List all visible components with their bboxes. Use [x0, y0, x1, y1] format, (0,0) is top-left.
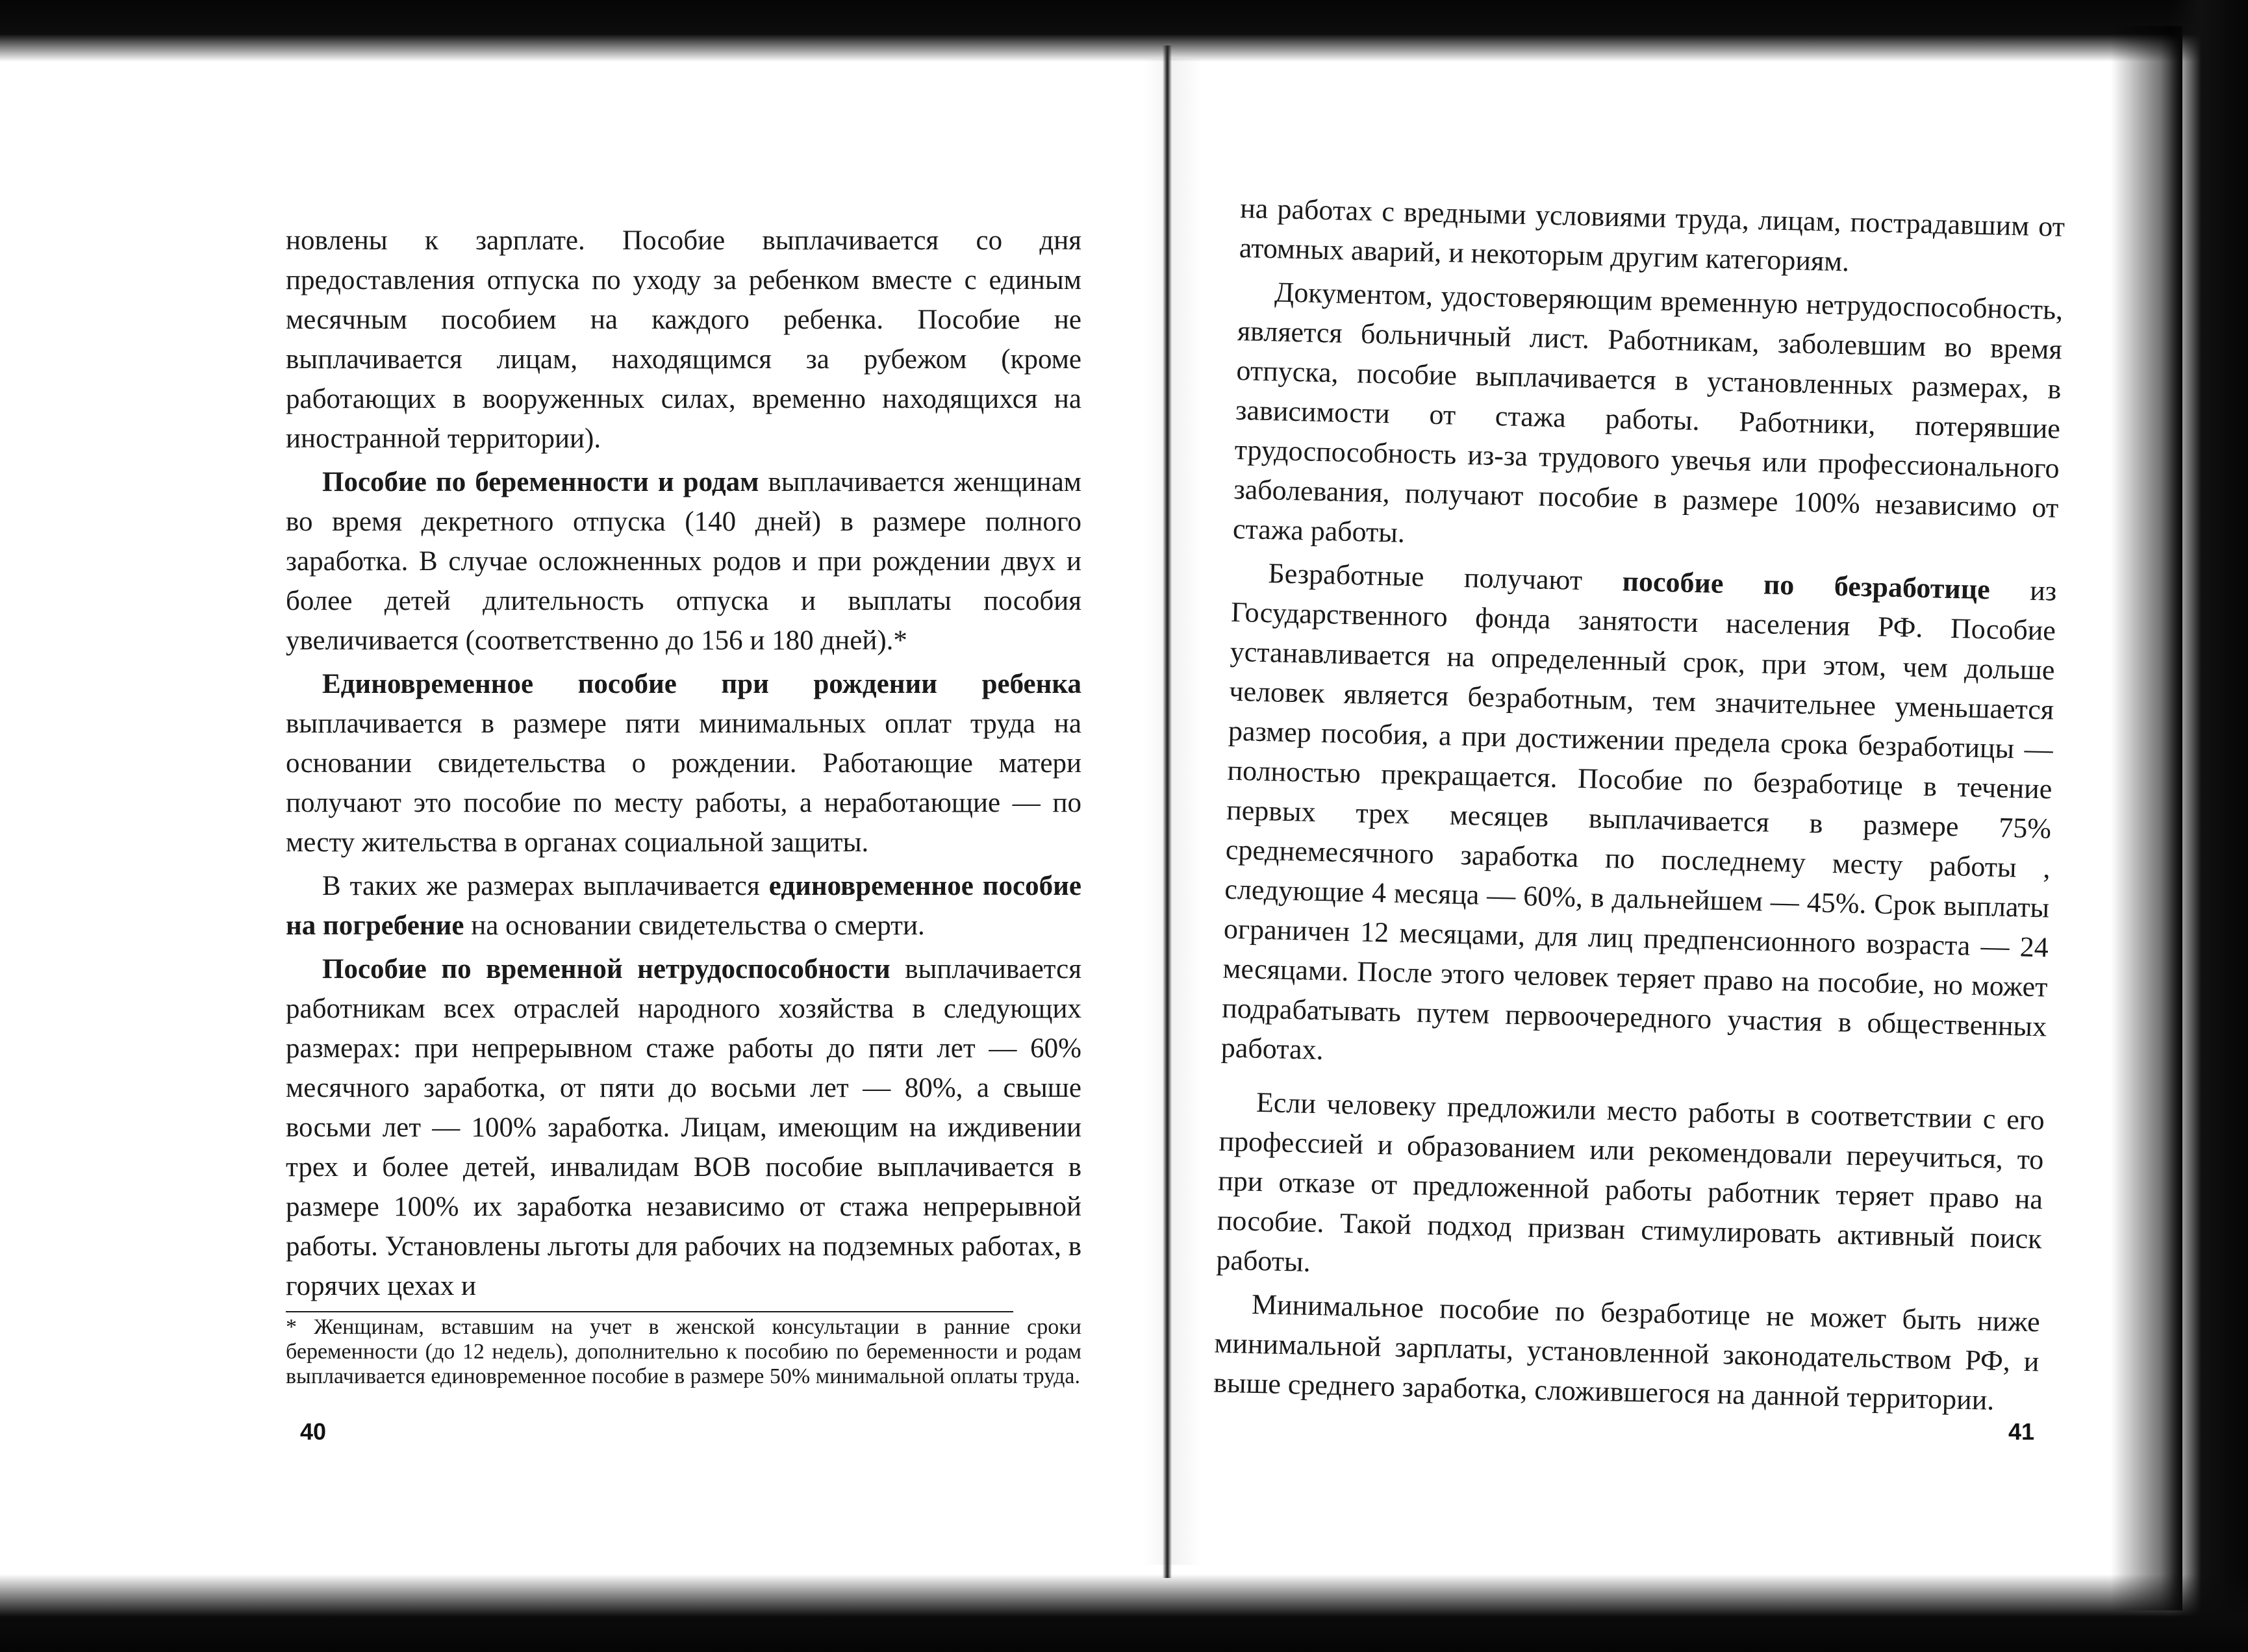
paragraph [1220, 553, 2057, 1086]
text-run: новлены к зарплате. Пособие выплачивается со дня предоставления отпуска по уходу за ребенком вместе с единым месячным пособием на каждого ребенка. Пособие не выплачивается лицам, находящимся за рубежом (кроме работающих в вооруженных силах, временно находящихся на иностранной территории). [286, 225, 1081, 454]
scan-edge-top [0, 0, 2248, 62]
text-run: из Государственного фонда занятости населения РФ. Пособие устанавливается на определенный срок, при этом, чем дольше человек является безработным, тем значительнее уменьшается размер пособия, а при достижении предела срока безработицы — полностью прекращается. Пособие по безработице в течение первых трех месяцев выплачивается в размере 75% среднемесячного заработка по последнему месту работы , следующие 4 месяца — 60%, в дальнейшем — 45%. Срок выплаты ограничен 12 месяцами, для лиц предпенсионного возраста — 24 месяцами. После этого человек теряет право на пособие, но может подрабатывать путем первоочередного участия в общественных работах. [1220, 573, 2057, 1066]
paragraph [1213, 1284, 2041, 1421]
footnote: * Женщинам, вставшим на учет в женской консультации в ранние сроки беременности (до 12 недель), дополнительно к пособию по беременности и родам выплачивается единовременное пособие в размере 50% минимальной оплаты труда. [286, 1315, 1081, 1388]
paragraph [286, 221, 1081, 458]
left-page [286, 221, 1081, 1389]
bold-term: пособие по безработице [1622, 565, 1991, 606]
paragraph [1216, 1082, 2045, 1299]
footnote-rule [286, 1311, 1013, 1312]
scan-edge-bottom [0, 1574, 2248, 1652]
text-run: выплачивается работникам всех отраслей народного хозяйства в следующих размерах: при непрерывном стаже работы до пяти лет — 60% месячного заработка, от пяти до восьми лет — 80%, а свыше восьми лет — 100% заработка. Лицам, имеющим на иждивении трех и более детей, инвалидам ВОВ пособие выплачивается в размере 100% их заработка независимо от стажа непрерывной работы. Установлены льготы для рабочих на подземных работах, в горячих цехах и [286, 954, 1081, 1301]
book-spine [1163, 45, 1172, 1578]
text-run: В таких же размерах выплачивается [322, 871, 769, 901]
book-spine-shadow [1143, 58, 1202, 1565]
paragraph [286, 664, 1081, 862]
right-page [1213, 188, 2065, 1421]
paragraph [1232, 271, 2063, 568]
paragraph [286, 949, 1081, 1306]
text-run: Безработные получают [1268, 557, 1623, 597]
paragraph [286, 462, 1081, 660]
text-run: Если человеку предложили место работы в соответствии с его профессией и образованием или рекомендовали переучиться, то при отказе от предложенной работы работник теряет право на пособие. Такой подход призван стимулировать активный поиск работы. [1215, 1086, 2045, 1278]
text-run: на основании свидетельства о смерти. [464, 910, 925, 941]
text-run: Минимальное пособие по безработице не может быть ниже минимальной зарплаты, установленной законодательством РФ, и выше среднего заработка, сложившегося на данной территории. [1213, 1288, 2041, 1416]
text-run: Документом, удостоверяющим временную нетрудоспособность, является больничный лист. Работникам, заболевшим во время отпуска, пособие выплачивается в установленных размерах, в зависимости от стажа работы. Работники, потерявшие трудоспособность из-за трудового увечья или профессионального заболевания, получают пособие в размере 100% независимо от стажа работы. [1232, 276, 2064, 549]
text-run: выплачивается в размере пяти минимальных оплат труда на основании свидетельства о рождении. Работающие матери получают это пособие по месту работы, а неработающие — по месту жительства в органах социальной защиты. [286, 708, 1081, 858]
text-run: на работах с вредными условиями труда, лицам, пострадавшим от атомных аварий, и некоторым другим категориям. [1239, 192, 2065, 278]
page-number-right: 41 [2008, 1418, 2035, 1445]
scan-edge-right [2170, 0, 2248, 1652]
bold-term: Единовременное пособие при рождении ребенка [322, 669, 1081, 699]
bold-term: Пособие по беременности и родам [322, 467, 759, 497]
text-run: выплачивается женщинам во время декретного отпуска (140 дней) в размере полного заработка. В случае осложненных родов и при рождении двух и более детей длительность отпуска и выплаты пособия увеличивается (соответственно до 156 и 180 дней).* [286, 467, 1081, 656]
bold-term: Пособие по временной нетрудоспособности [322, 954, 890, 984]
paragraph [1239, 188, 2065, 286]
paragraph [286, 866, 1081, 945]
page-number-left: 40 [300, 1418, 327, 1445]
bold-term: единовременное пособие на погребение [286, 871, 1081, 941]
